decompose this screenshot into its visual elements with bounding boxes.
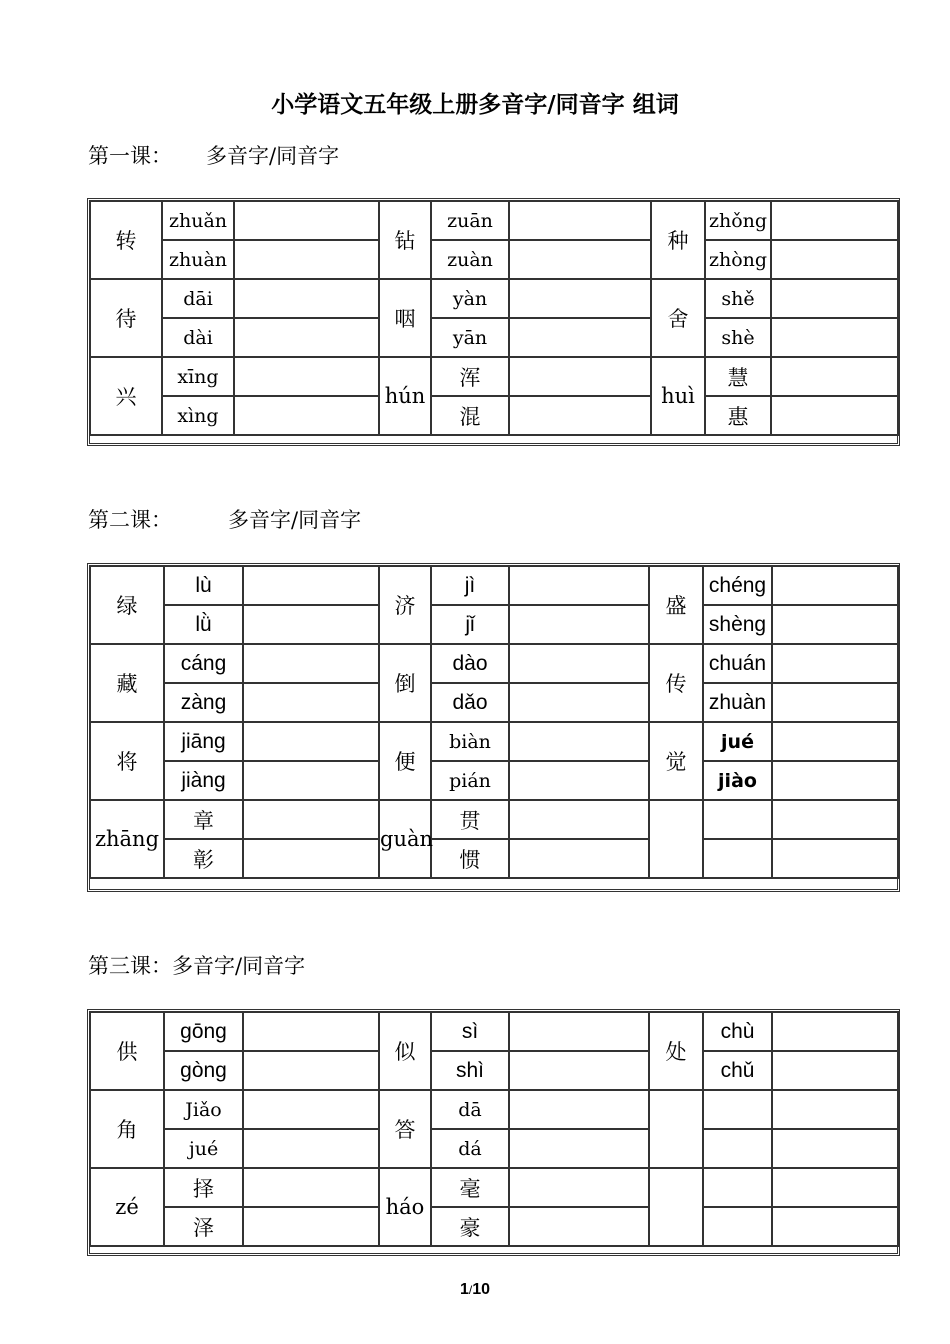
- pinyin-cell: zhòng: [705, 240, 771, 279]
- pinyin-cell: xìng: [162, 396, 234, 435]
- pinyin-cell: jué: [703, 722, 772, 761]
- char-cell: [703, 800, 772, 839]
- header-char-cell: zhāng: [90, 800, 164, 878]
- answer-blank[interactable]: [509, 761, 649, 800]
- pinyin-cell: jì: [431, 566, 509, 605]
- pinyin-cell: zàng: [164, 683, 243, 722]
- pinyin-cell: lù: [164, 566, 243, 605]
- char-cell: 贯: [431, 800, 509, 839]
- answer-blank[interactable]: [772, 683, 899, 722]
- answer-blank[interactable]: [243, 1051, 379, 1090]
- table-row: [90, 644, 899, 683]
- pinyin-cell: yàn: [431, 279, 509, 318]
- pinyin-cell: jiàng: [164, 761, 243, 800]
- table-row: [90, 240, 899, 279]
- answer-blank[interactable]: [771, 201, 899, 240]
- header-char-cell: 咽: [379, 279, 431, 357]
- pinyin-cell: chù: [703, 1012, 772, 1051]
- pinyin-cell: xīng: [162, 357, 234, 396]
- lesson-2-table: [89, 565, 900, 879]
- answer-blank[interactable]: [771, 279, 899, 318]
- page-separator: /: [468, 1283, 473, 1297]
- answer-blank[interactable]: [509, 605, 649, 644]
- header-char-cell: huì: [651, 357, 705, 435]
- header-char-cell: guàn: [379, 800, 431, 878]
- char-cell: 混: [431, 396, 509, 435]
- header-char-cell: 济: [379, 566, 431, 644]
- answer-blank[interactable]: [772, 839, 899, 878]
- table-row: [90, 839, 899, 878]
- lesson-label: 第一课：: [88, 144, 172, 168]
- answer-blank[interactable]: [772, 566, 899, 605]
- table-row: [90, 357, 899, 396]
- answer-blank[interactable]: [772, 1168, 899, 1207]
- answer-blank[interactable]: [509, 839, 649, 878]
- lesson-1-table: [89, 200, 900, 436]
- answer-blank[interactable]: [772, 1051, 899, 1090]
- table-row: [90, 201, 899, 240]
- answer-blank[interactable]: [509, 1168, 649, 1207]
- pinyin-cell: dāi: [162, 279, 234, 318]
- char-cell: [703, 1168, 772, 1207]
- answer-blank[interactable]: [243, 683, 379, 722]
- answer-blank[interactable]: [772, 605, 899, 644]
- page-title: 小学语文五年级上册多音字/同音字 组词: [271, 92, 679, 118]
- table-row: [90, 605, 899, 644]
- header-char-cell: [649, 1168, 703, 1246]
- pinyin-cell: jiāng: [164, 722, 243, 761]
- header-char-cell: háo: [379, 1168, 431, 1246]
- header-char-cell: hún: [379, 357, 431, 435]
- answer-blank[interactable]: [243, 1012, 379, 1051]
- pinyin-cell: biàn: [431, 722, 509, 761]
- answer-blank[interactable]: [243, 722, 379, 761]
- char-cell: [703, 839, 772, 878]
- answer-blank[interactable]: [243, 605, 379, 644]
- header-char-cell: 绿: [90, 566, 164, 644]
- answer-blank[interactable]: [509, 800, 649, 839]
- answer-blank[interactable]: [509, 1012, 649, 1051]
- table-row: [90, 1168, 899, 1207]
- answer-blank[interactable]: [772, 722, 899, 761]
- header-char-cell: 钻: [379, 201, 431, 279]
- answer-blank[interactable]: [772, 800, 899, 839]
- page-current: 1: [459, 1281, 469, 1298]
- pinyin-cell: shè: [705, 318, 771, 357]
- header-char-cell: 兴: [90, 357, 162, 435]
- pinyin-cell: chǔ: [703, 1051, 772, 1090]
- table-row: [90, 722, 899, 761]
- pinyin-cell: chéng: [703, 566, 772, 605]
- table-row: [90, 279, 899, 318]
- pinyin-cell: yān: [431, 318, 509, 357]
- answer-blank[interactable]: [243, 1129, 379, 1168]
- pinyin-cell: shě: [705, 279, 771, 318]
- header-char-cell: 答: [379, 1090, 431, 1168]
- answer-blank[interactable]: [243, 566, 379, 605]
- pinyin-cell: zhǒng: [705, 201, 771, 240]
- header-char-cell: zé: [90, 1168, 164, 1246]
- table-row: [90, 1207, 899, 1246]
- char-cell: 惯: [431, 839, 509, 878]
- pinyin-cell: jǐ: [431, 605, 509, 644]
- header-char-cell: 似: [379, 1012, 431, 1090]
- pinyin-cell: Jiǎo: [164, 1090, 243, 1129]
- answer-blank[interactable]: [772, 761, 899, 800]
- pinyin-cell: zuàn: [431, 240, 509, 279]
- pinyin-cell: cáng: [164, 644, 243, 683]
- answer-blank[interactable]: [234, 318, 379, 357]
- lesson-1-heading: [88, 140, 339, 170]
- table-row: [90, 1129, 899, 1168]
- header-char-cell: 将: [90, 722, 164, 800]
- char-cell: 章: [164, 800, 243, 839]
- table-row: [90, 318, 899, 357]
- answer-blank[interactable]: [509, 201, 651, 240]
- answer-blank[interactable]: [243, 839, 379, 878]
- char-cell: [703, 1090, 772, 1129]
- answer-blank[interactable]: [509, 722, 649, 761]
- answer-blank[interactable]: [509, 1090, 649, 1129]
- pinyin-cell: shèng: [703, 605, 772, 644]
- pinyin-cell: dǎo: [431, 683, 509, 722]
- char-cell: 浑: [431, 357, 509, 396]
- lesson-subtitle: 多音字/同音字: [172, 954, 306, 978]
- header-char-cell: [649, 800, 703, 878]
- answer-blank[interactable]: [509, 318, 651, 357]
- pinyin-cell: zhuàn: [162, 240, 234, 279]
- pinyin-cell: zhuǎn: [162, 201, 234, 240]
- lesson-3-heading: [88, 950, 305, 980]
- pinyin-cell: dā: [431, 1090, 509, 1129]
- answer-blank[interactable]: [509, 240, 651, 279]
- answer-blank[interactable]: [243, 800, 379, 839]
- char-cell: 豪: [431, 1207, 509, 1246]
- answer-blank[interactable]: [772, 644, 899, 683]
- char-cell: 毫: [431, 1168, 509, 1207]
- lesson-subtitle: 多音字/同音字: [228, 508, 362, 532]
- answer-blank[interactable]: [772, 1207, 899, 1246]
- answer-blank[interactable]: [243, 1090, 379, 1129]
- table-row: [90, 800, 899, 839]
- pinyin-cell: sì: [431, 1012, 509, 1051]
- table-row: [90, 566, 899, 605]
- answer-blank[interactable]: [771, 240, 899, 279]
- answer-blank[interactable]: [509, 683, 649, 722]
- pinyin-cell: shì: [431, 1051, 509, 1090]
- pinyin-cell: dá: [431, 1129, 509, 1168]
- table-row: [90, 683, 899, 722]
- pinyin-cell: zhuàn: [703, 683, 772, 722]
- pinyin-cell: gòng: [164, 1051, 243, 1090]
- answer-blank[interactable]: [509, 396, 651, 435]
- answer-blank[interactable]: [509, 644, 649, 683]
- lesson-label: 第二课：: [88, 508, 172, 532]
- answer-blank[interactable]: [772, 1090, 899, 1129]
- lesson-3-table: [89, 1011, 900, 1247]
- header-char-cell: 觉: [649, 722, 703, 800]
- page-number: [0, 1281, 950, 1299]
- answer-blank[interactable]: [509, 566, 649, 605]
- pinyin-cell: gōng: [164, 1012, 243, 1051]
- answer-blank[interactable]: [234, 396, 379, 435]
- answer-blank[interactable]: [771, 396, 899, 435]
- table-row: [90, 1012, 899, 1051]
- answer-blank[interactable]: [509, 1051, 649, 1090]
- pinyin-cell: lǜ: [164, 605, 243, 644]
- header-char-cell: 转: [90, 201, 162, 279]
- header-char-cell: 种: [651, 201, 705, 279]
- header-char-cell: 便: [379, 722, 431, 800]
- answer-blank[interactable]: [509, 1207, 649, 1246]
- char-cell: [703, 1129, 772, 1168]
- answer-blank[interactable]: [771, 318, 899, 357]
- table-row: [90, 761, 899, 800]
- answer-blank[interactable]: [234, 279, 379, 318]
- answer-blank[interactable]: [234, 240, 379, 279]
- answer-blank[interactable]: [772, 1129, 899, 1168]
- header-char-cell: 传: [649, 644, 703, 722]
- lesson-subtitle: 多音字/同音字: [206, 144, 340, 168]
- answer-blank[interactable]: [771, 357, 899, 396]
- header-char-cell: 待: [90, 279, 162, 357]
- header-char-cell: [649, 1090, 703, 1168]
- answer-blank[interactable]: [243, 1207, 379, 1246]
- pinyin-cell: dài: [162, 318, 234, 357]
- pinyin-cell: pián: [431, 761, 509, 800]
- header-char-cell: 倒: [379, 644, 431, 722]
- char-cell: 彰: [164, 839, 243, 878]
- table-row: [90, 396, 899, 435]
- answer-blank[interactable]: [509, 357, 651, 396]
- answer-blank[interactable]: [772, 1012, 899, 1051]
- answer-blank[interactable]: [509, 279, 651, 318]
- char-cell: 慧: [705, 357, 771, 396]
- pinyin-cell: zuān: [431, 201, 509, 240]
- pinyin-cell: dào: [431, 644, 509, 683]
- answer-blank[interactable]: [243, 1168, 379, 1207]
- char-cell: [703, 1207, 772, 1246]
- answer-blank[interactable]: [243, 761, 379, 800]
- lesson-2-heading: [88, 504, 361, 534]
- lesson-label: 第三课：: [88, 954, 172, 978]
- pinyin-cell: chuán: [703, 644, 772, 683]
- char-cell: 择: [164, 1168, 243, 1207]
- table-row: [90, 1090, 899, 1129]
- header-char-cell: 盛: [649, 566, 703, 644]
- header-char-cell: 处: [649, 1012, 703, 1090]
- answer-blank[interactable]: [234, 201, 379, 240]
- pinyin-cell: jué: [164, 1129, 243, 1168]
- header-char-cell: 藏: [90, 644, 164, 722]
- page-total: 10: [472, 1281, 491, 1298]
- char-cell: 惠: [705, 396, 771, 435]
- pinyin-cell: jiào: [703, 761, 772, 800]
- header-char-cell: 供: [90, 1012, 164, 1090]
- answer-blank[interactable]: [243, 644, 379, 683]
- header-char-cell: 角: [90, 1090, 164, 1168]
- table-row: [90, 1051, 899, 1090]
- answer-blank[interactable]: [234, 357, 379, 396]
- header-char-cell: 舍: [651, 279, 705, 357]
- answer-blank[interactable]: [509, 1129, 649, 1168]
- char-cell: 泽: [164, 1207, 243, 1246]
